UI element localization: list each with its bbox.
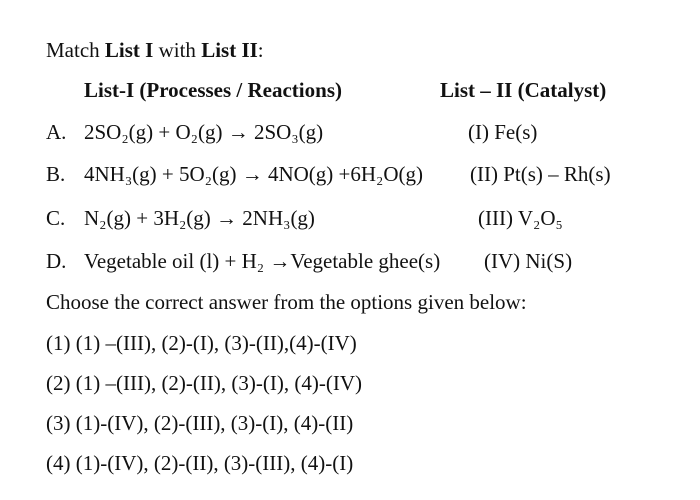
answer-prompt: Choose the correct answer from the options given below: — [46, 290, 527, 314]
reaction-a: 2SO₂(g) + O₂(g) → 2SO₃(g) — [84, 120, 324, 144]
catalyst-ii: (II) Pt(s) – Rh(s) — [470, 162, 611, 186]
question-intro: Match List I with List II: — [46, 38, 264, 62]
reaction-b: 4NH₃(g) + 5O₂(g) → 4NO(g) +6H₂O(g) — [84, 162, 424, 186]
row-label-c: C. — [46, 206, 66, 230]
catalyst-iii: (III) V₂O₅ — [478, 206, 563, 230]
row-label-d: D. — [46, 249, 67, 273]
list1-ref: List I — [104, 38, 154, 62]
option-3[interactable]: (3) (1)-(IV), (2)-(III), (3)-(I), (4)-(II) — [46, 411, 354, 435]
row-label-a: A. — [46, 120, 67, 144]
catalyst-iv: (IV) Ni(S) — [484, 249, 573, 273]
row-label-b: B. — [46, 162, 66, 186]
reaction-d: Vegetable oil (l) + H₂ →Vegetable ghee(s) — [84, 249, 441, 273]
option-1[interactable]: (1) (1) –(III), (2)-(I), (3)-(II),(4)-(IV) — [46, 331, 357, 355]
list1-header: List-I (Processes / Reactions) — [84, 78, 342, 102]
reaction-c: N₂(g) + 3H₂(g) → 2NH₃(g) — [84, 206, 315, 230]
catalyst-i: (I) Fe(s) — [468, 120, 538, 144]
list2-ref: List II — [201, 38, 258, 62]
option-4[interactable]: (4) (1)-(IV), (2)-(II), (3)-(III), (4)-(I) — [46, 451, 354, 475]
list2-header: List – II (Catalyst) — [440, 78, 607, 102]
option-2[interactable]: (2) (1) –(III), (2)-(II), (3)-(I), (4)-(IV) — [46, 371, 362, 395]
